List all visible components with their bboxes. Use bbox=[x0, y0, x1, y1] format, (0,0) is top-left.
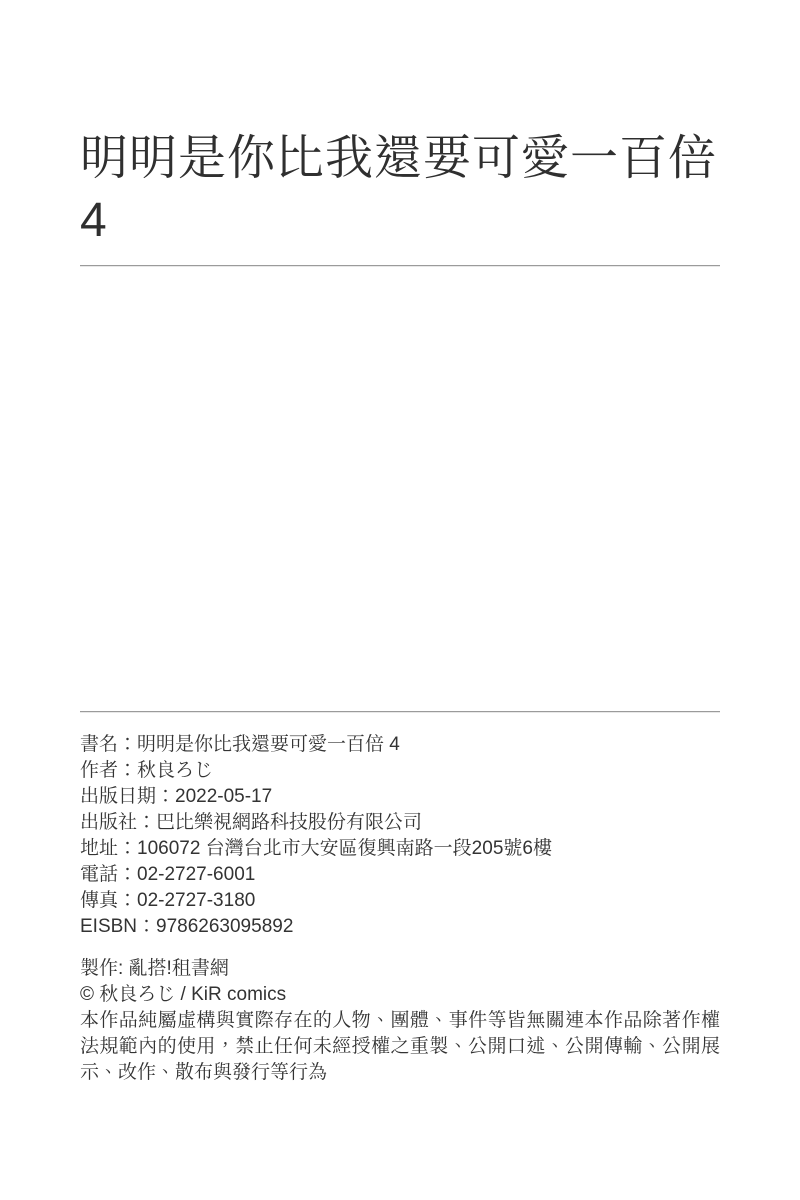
production-info bbox=[80, 956, 720, 1086]
publish-date-line: 出版日期：2022-05-17 bbox=[80, 786, 273, 807]
book-title: 明明是你比我還要可愛一百倍 4 bbox=[80, 132, 718, 247]
book-name-line: 書名：明明是你比我還要可愛一百倍 4 bbox=[80, 734, 400, 755]
author-line: 作者：秋良ろじ bbox=[80, 760, 214, 781]
address-line: 地址：106072 台灣台北市大安區復興南路一段205號6樓 bbox=[80, 838, 552, 859]
publisher-line: 出版社：巴比樂視網路科技股份有限公司 bbox=[80, 812, 423, 833]
publication-info bbox=[80, 732, 720, 940]
copyright-line: © 秋良ろじ / KiR comics bbox=[80, 984, 287, 1005]
colophon-divider bbox=[80, 711, 720, 713]
phone-line: 電話：02-2727-6001 bbox=[80, 864, 256, 885]
production-credit-line: 製作: 亂搭!租書網 bbox=[80, 958, 229, 979]
legal-notice: 本作品純屬虛構與實際存在的人物、團體、事件等皆無關連本作品除著作權法規範內的使用，禁止任何未經授權之重製、公開口述、公開傳輸、公開展示、改作、散布與發行等行為 bbox=[80, 1010, 720, 1083]
fax-line: 傳真：02-2727-3180 bbox=[80, 890, 256, 911]
eisbn-line: EISBN：9786263095892 bbox=[80, 916, 294, 937]
blank-space bbox=[80, 267, 720, 711]
